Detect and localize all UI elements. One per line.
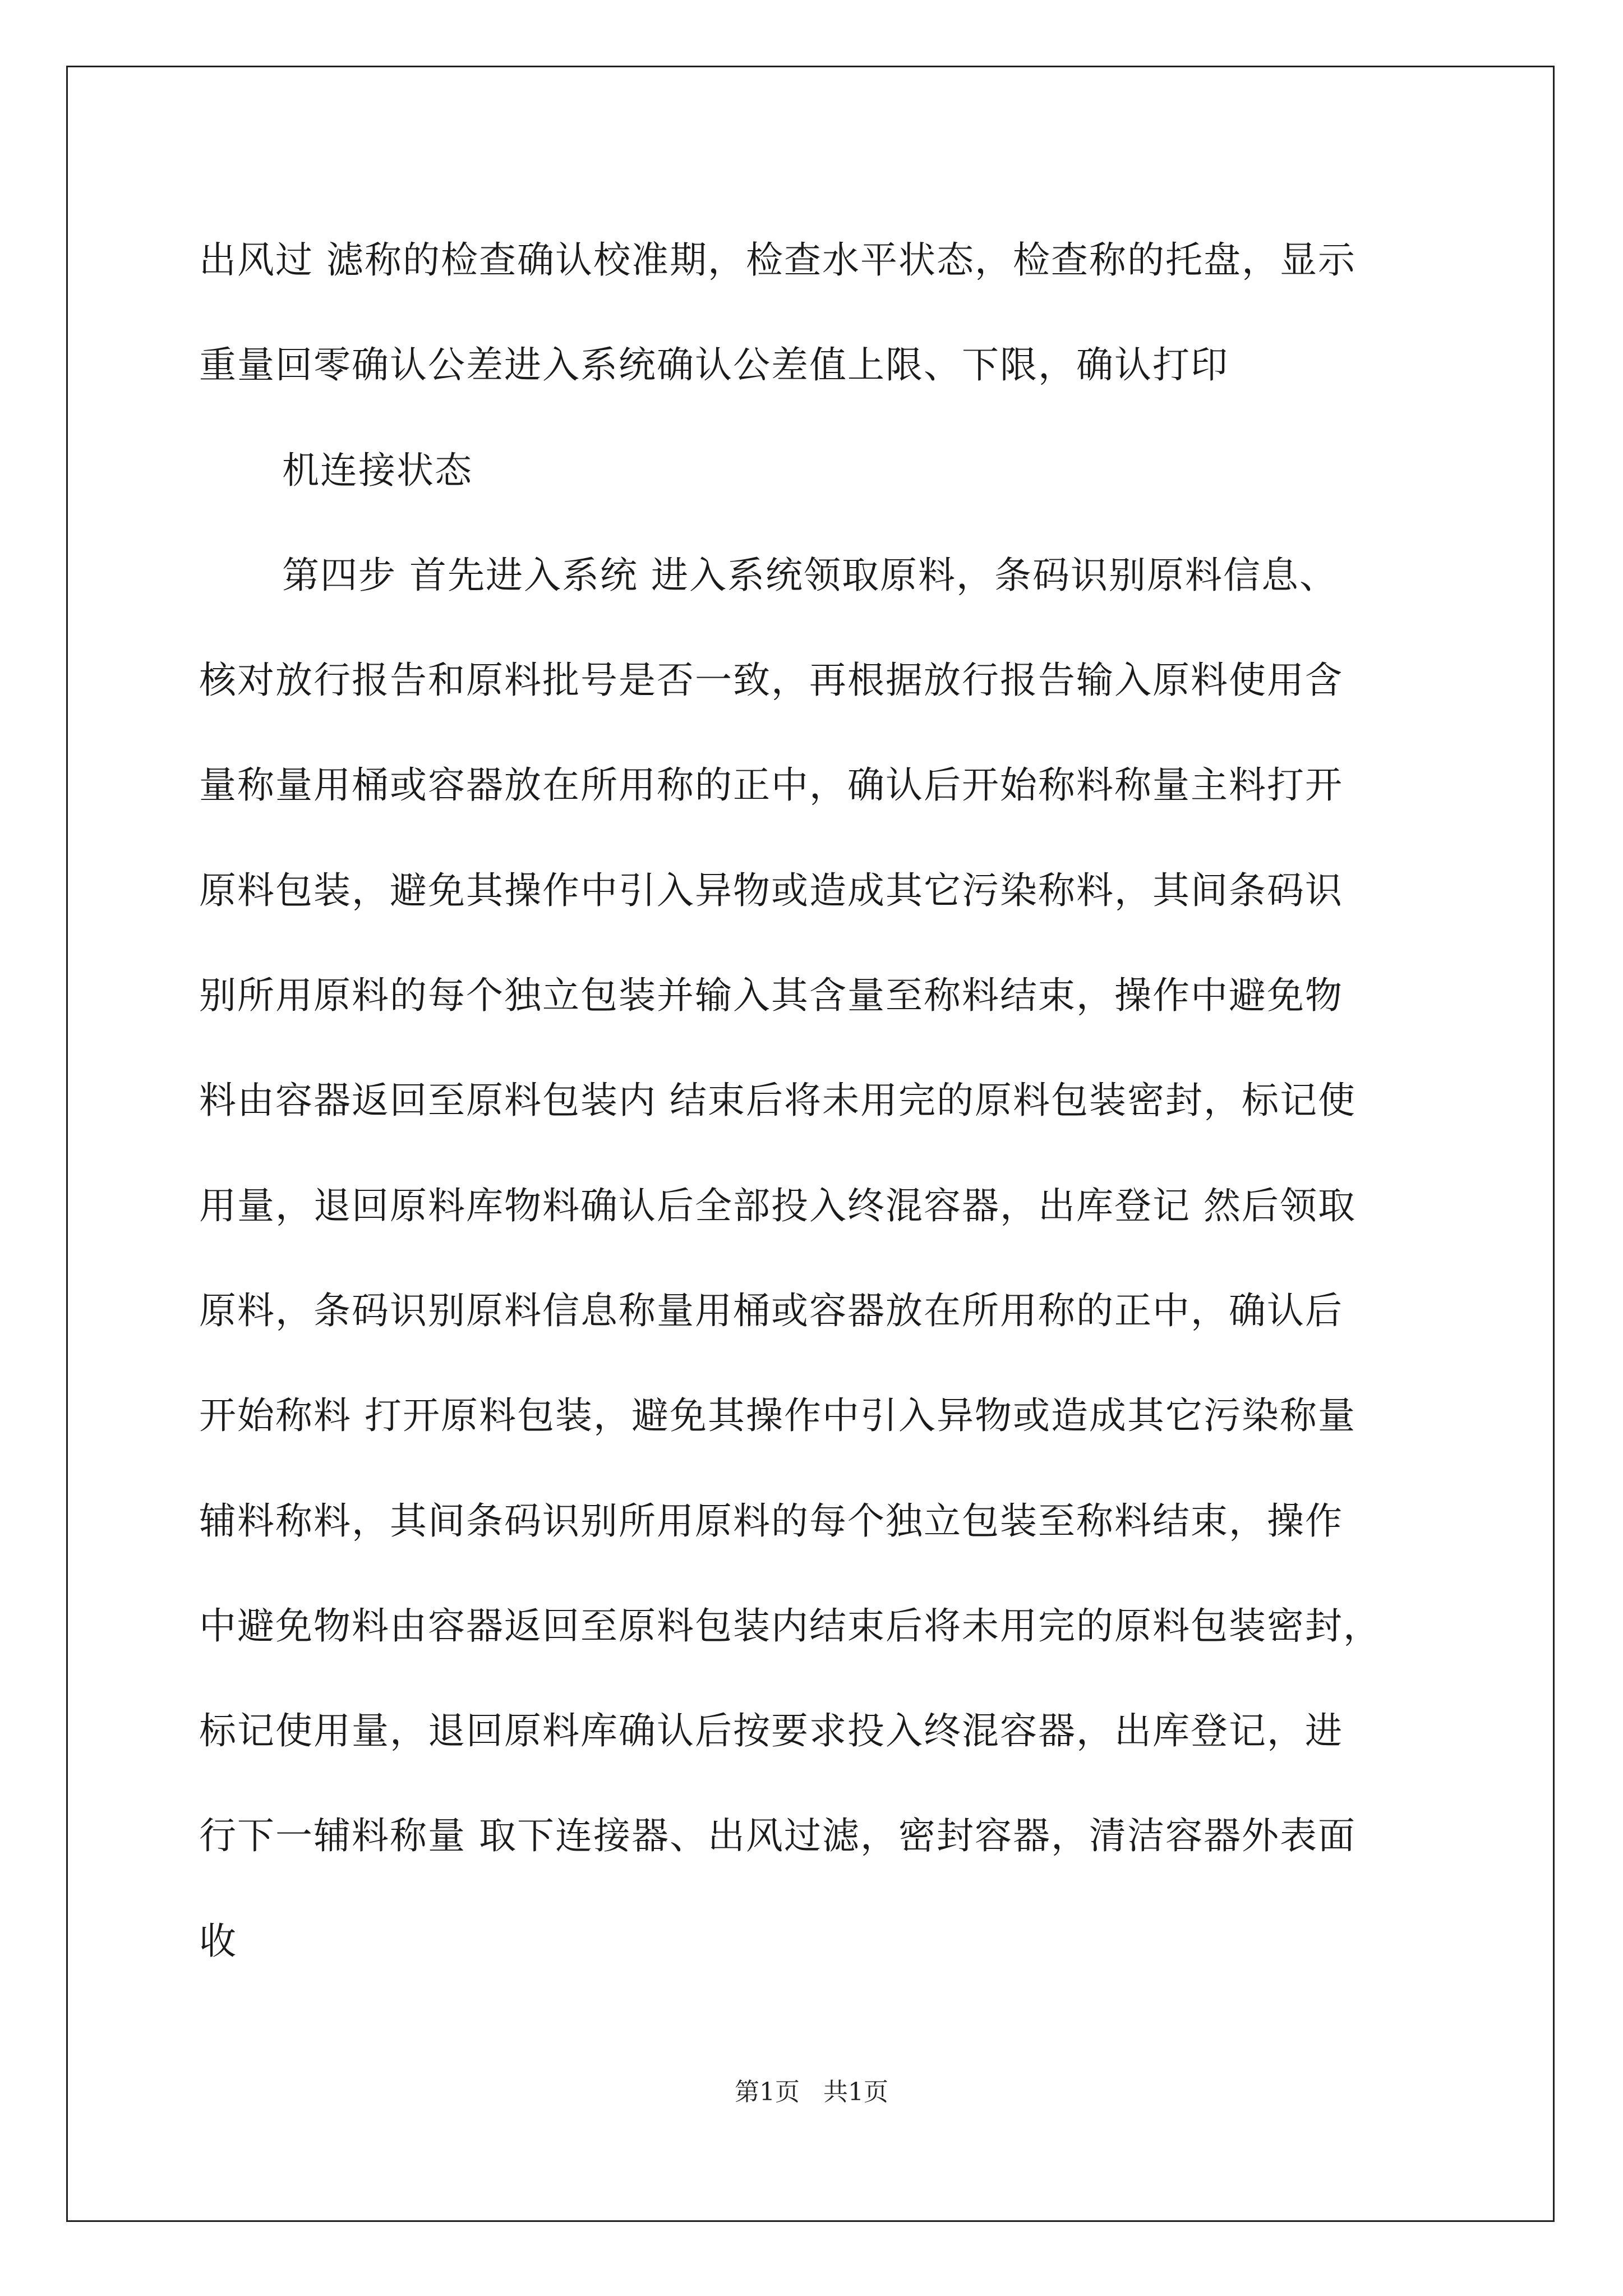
text-line: 量称量用桶或容器放在所用称的正中，确认后开始称料称量主料打开 bbox=[199, 763, 1343, 807]
text-line: 机连接状态 bbox=[282, 448, 473, 492]
text-line: 收 bbox=[199, 1919, 237, 1963]
text-line: 行下一辅料称量 取下连接器、出风过滤，密封容器，清洁容器外表面 bbox=[199, 1814, 1356, 1858]
text-line: 重量回零确认公差进入系统确认公差值上限、下限，确认打印 bbox=[199, 343, 1229, 387]
text-line: 出风过 滤称的检查确认校准期，检查水平状态，检查称的托盘，显示 bbox=[199, 238, 1356, 282]
text-line: 原料，条码识别原料信息称量用桶或容器放在所用称的正中，确认后 bbox=[199, 1289, 1343, 1332]
text-line: 别所用原料的每个独立包装并输入其含量至称料结束，操作中避免物 bbox=[199, 974, 1343, 1018]
text-line: 中避免物料由容器返回至原料包装内结束后将未用完的原料包装密封， bbox=[199, 1604, 1381, 1648]
text-line: 开始称料 打开原料包装，避免其操作中引入异物或造成其它污染称量 bbox=[199, 1394, 1356, 1438]
text-line: 辅料称料，其间条码识别所用原料的每个独立包装至称料结束，操作 bbox=[199, 1499, 1343, 1543]
text-line: 原料包装，避免其操作中引入异物或造成其它污染称料，其间条码识 bbox=[199, 868, 1343, 912]
text-line: 料由容器返回至原料包装内 结束后将未用完的原料包装密封，标记使 bbox=[199, 1079, 1356, 1122]
text-line: 核对放行报告和原料批号是否一致，再根据放行报告输入原料使用含 bbox=[199, 659, 1343, 702]
text-line: 标记使用量，退回原料库确认后按要求投入终混容器，出库登记，进 bbox=[199, 1709, 1343, 1753]
document-body bbox=[199, 208, 1416, 1994]
page-footer: 第1页 共1页 bbox=[735, 2078, 888, 2106]
text-line: 用量，退回原料库物料确认后全部投入终混容器，出库登记 然后领取 bbox=[199, 1184, 1356, 1227]
text-line: 第四步 首先进入系统 进入系统领取原料，条码识别原料信息、 bbox=[282, 553, 1338, 597]
